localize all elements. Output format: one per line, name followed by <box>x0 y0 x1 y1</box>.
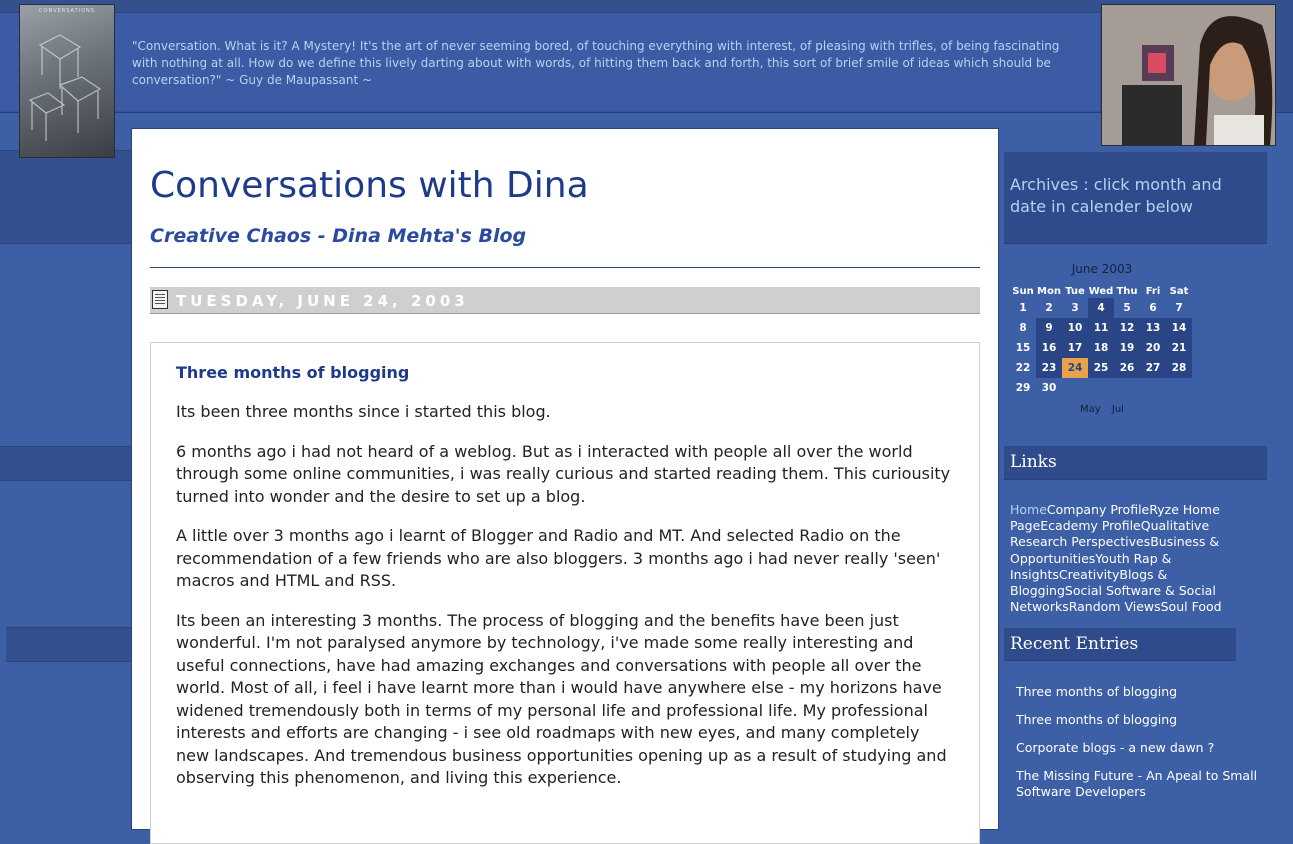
calendar-day: 8 <box>1019 322 1027 334</box>
sidebar-link[interactable]: Home <box>1010 502 1047 517</box>
calendar-day[interactable]: 4 <box>1088 298 1114 318</box>
calendar-weekday: Tue <box>1065 285 1085 297</box>
header-banner <box>0 0 1293 113</box>
post-date: TUESDAY, JUNE 24, 2003 <box>176 292 469 310</box>
calendar-day[interactable]: 21 <box>1166 338 1192 358</box>
calendar-day[interactable]: 13 <box>1140 318 1166 338</box>
recent-entry-link[interactable]: Three months of blogging <box>1016 712 1178 727</box>
post-body <box>176 401 956 807</box>
divider <box>150 267 980 268</box>
sidebar-link[interactable]: Blogs & Blogging <box>1010 566 1168 599</box>
header-quote: "Conversation. What is it? A Mystery! It's the art of never seeming bored, of touching everything with interest, of pleasing with trifles, of being fascinating with nothing at all. How do we define this lively darting about with words, of hitting them back and forth, this sort of brief smile of ideas which should be conversation?" ~ Guy de Maupassant ~ <box>132 39 1060 87</box>
calendar-title[interactable]: June 2003 <box>1071 262 1133 276</box>
author-photo <box>1101 4 1276 146</box>
calendar-day[interactable]: 17 <box>1062 338 1088 358</box>
document-icon <box>152 290 168 309</box>
calendar-day[interactable]: 18 <box>1088 338 1114 358</box>
calendar-day[interactable]: 9 <box>1036 318 1062 338</box>
calendar-empty-cell <box>1114 378 1140 398</box>
sidebar-link[interactable]: Youth Rap & Insights <box>1010 550 1172 582</box>
calendar-day[interactable]: 10 <box>1062 318 1088 338</box>
calendar-day[interactable]: 19 <box>1114 338 1140 358</box>
post-paragraph: A little over 3 months ago i learnt of Blogger and Radio and MT. And selected Radio on the recommendation of a few friends who are also bloggers. 3 months ago i had never really 'seen' macros and HTML and RSS. <box>176 526 941 590</box>
calendar-empty-cell <box>1140 378 1166 398</box>
background-band <box>6 627 131 662</box>
post <box>150 342 980 844</box>
book-cover-title: CONVERSATIONS <box>39 8 95 14</box>
calendar-empty-cell <box>1088 378 1114 398</box>
book-cover-image <box>19 4 115 158</box>
calendar-next-month[interactable]: Jul <box>1111 404 1124 415</box>
archives-text: Archives : click month and date in calender below <box>1010 175 1222 216</box>
blog-description: Creative Chaos - Dina Mehta's Blog <box>150 225 527 247</box>
calendar-grid <box>1010 284 1192 398</box>
sidebar-link[interactable]: Business & Opportunities <box>1010 534 1220 566</box>
calendar-day[interactable]: 16 <box>1036 338 1062 358</box>
portrait-photo-icon <box>1102 5 1275 145</box>
calendar-weekday: Fri <box>1145 285 1161 297</box>
calendar-day[interactable]: 26 <box>1114 358 1140 378</box>
calendar-day[interactable]: 20 <box>1140 338 1166 358</box>
calendar-day: 3 <box>1071 302 1079 314</box>
archives-header <box>1004 152 1267 244</box>
calendar-day[interactable]: 11 <box>1088 318 1114 338</box>
calendar-empty-cell <box>1062 378 1088 398</box>
calendar-day: 2 <box>1045 302 1053 314</box>
recent-entry-link[interactable]: The Missing Future - An Apeal to Small Software Developers <box>1016 768 1258 799</box>
post-paragraph: 6 months ago i had not heard of a weblog. But as i interacted with people all over the world through some online communities, i was really curious and started reading them. This curiousity turned into wonder and the desire to set up a blog. <box>176 441 951 506</box>
blog-title[interactable]: Conversations with Dina <box>150 165 589 206</box>
calendar-day[interactable]: 28 <box>1166 358 1192 378</box>
sidebar-link[interactable]: Soul Food <box>1160 599 1222 615</box>
sidebar-link[interactable]: Creativity <box>1058 566 1120 582</box>
sidebar-link[interactable]: Company Profile <box>1046 502 1150 517</box>
calendar-day: 15 <box>1015 342 1031 354</box>
post-paragraph: Its been three months since i started this blog. <box>176 402 551 421</box>
recent-entry-link[interactable]: Corporate blogs - a new dawn ? <box>1016 740 1215 755</box>
calendar-day[interactable]: 14 <box>1166 318 1192 338</box>
calendar-day: 5 <box>1123 302 1131 314</box>
links-header <box>1004 446 1267 480</box>
calendar-nav <box>1010 404 1194 415</box>
calendar-prev-month[interactable]: May <box>1080 404 1101 415</box>
calendar-weekday: Mon <box>1037 285 1061 297</box>
sidebar-link[interactable]: Ecademy Profile <box>1040 518 1141 534</box>
post-paragraph: Its been an interesting 3 months. The process of blogging and the benefits have been just wonderful. I'm not paralysed anymore by technology, i've made some really interesting and useful connections, have had amazing exchanges and conversations with people all over the world. Most of all, i feel i have learnt more than i would have anywhere else - my horizons have widened tremendously both in terms of my personal life and professional life. My professional interests and efforts are changing - i see old roadmaps with new eyes, and many completely new landscapes. And tremendous business opportunities opening up as a result of studying and observing this phenomenon, and living this experience. <box>176 610 947 787</box>
links-list <box>1010 502 1260 615</box>
calendar-day[interactable]: 25 <box>1088 358 1114 378</box>
recent-entry-link[interactable]: Three months of blogging <box>1016 684 1178 699</box>
background-band <box>0 150 131 244</box>
background-band <box>0 446 131 481</box>
main-content <box>131 128 999 830</box>
calendar-day[interactable]: 24 <box>1062 358 1088 378</box>
links-title: Links <box>1010 452 1057 472</box>
sidebar-link[interactable]: Ryze Home Page <box>1010 502 1220 534</box>
calendar-weekday: Sun <box>1012 285 1034 297</box>
recent-entries-list <box>1016 684 1266 812</box>
sidebar-link[interactable]: Social Software & Social Networks <box>1010 583 1216 615</box>
sidebar-link[interactable]: Qualitative Research Perspectives <box>1010 518 1210 550</box>
calendar-weekday: Thu <box>1116 285 1138 297</box>
recent-entries-title: Recent Entries <box>1010 634 1139 654</box>
calendar-day[interactable]: 23 <box>1036 358 1062 378</box>
calendar-day[interactable]: 27 <box>1140 358 1166 378</box>
chairs-photo-icon <box>20 5 114 157</box>
calendar-day[interactable]: 12 <box>1114 318 1140 338</box>
calendar-weekday: Wed <box>1088 285 1114 297</box>
archive-calendar <box>1010 262 1194 415</box>
sidebar-link[interactable]: Random Views <box>1068 599 1161 615</box>
calendar-day: 22 <box>1015 362 1031 374</box>
calendar-weekday: Sat <box>1169 285 1189 297</box>
calendar-day: 29 <box>1015 382 1031 394</box>
calendar-day: 30 <box>1041 382 1057 394</box>
date-header <box>150 287 980 314</box>
recent-entries-header <box>1004 628 1236 661</box>
calendar-day: 1 <box>1019 302 1027 314</box>
calendar-day: 6 <box>1149 302 1157 314</box>
calendar-empty-cell <box>1166 378 1192 398</box>
post-title[interactable]: Three months of blogging <box>176 363 410 382</box>
calendar-day: 7 <box>1175 302 1183 314</box>
